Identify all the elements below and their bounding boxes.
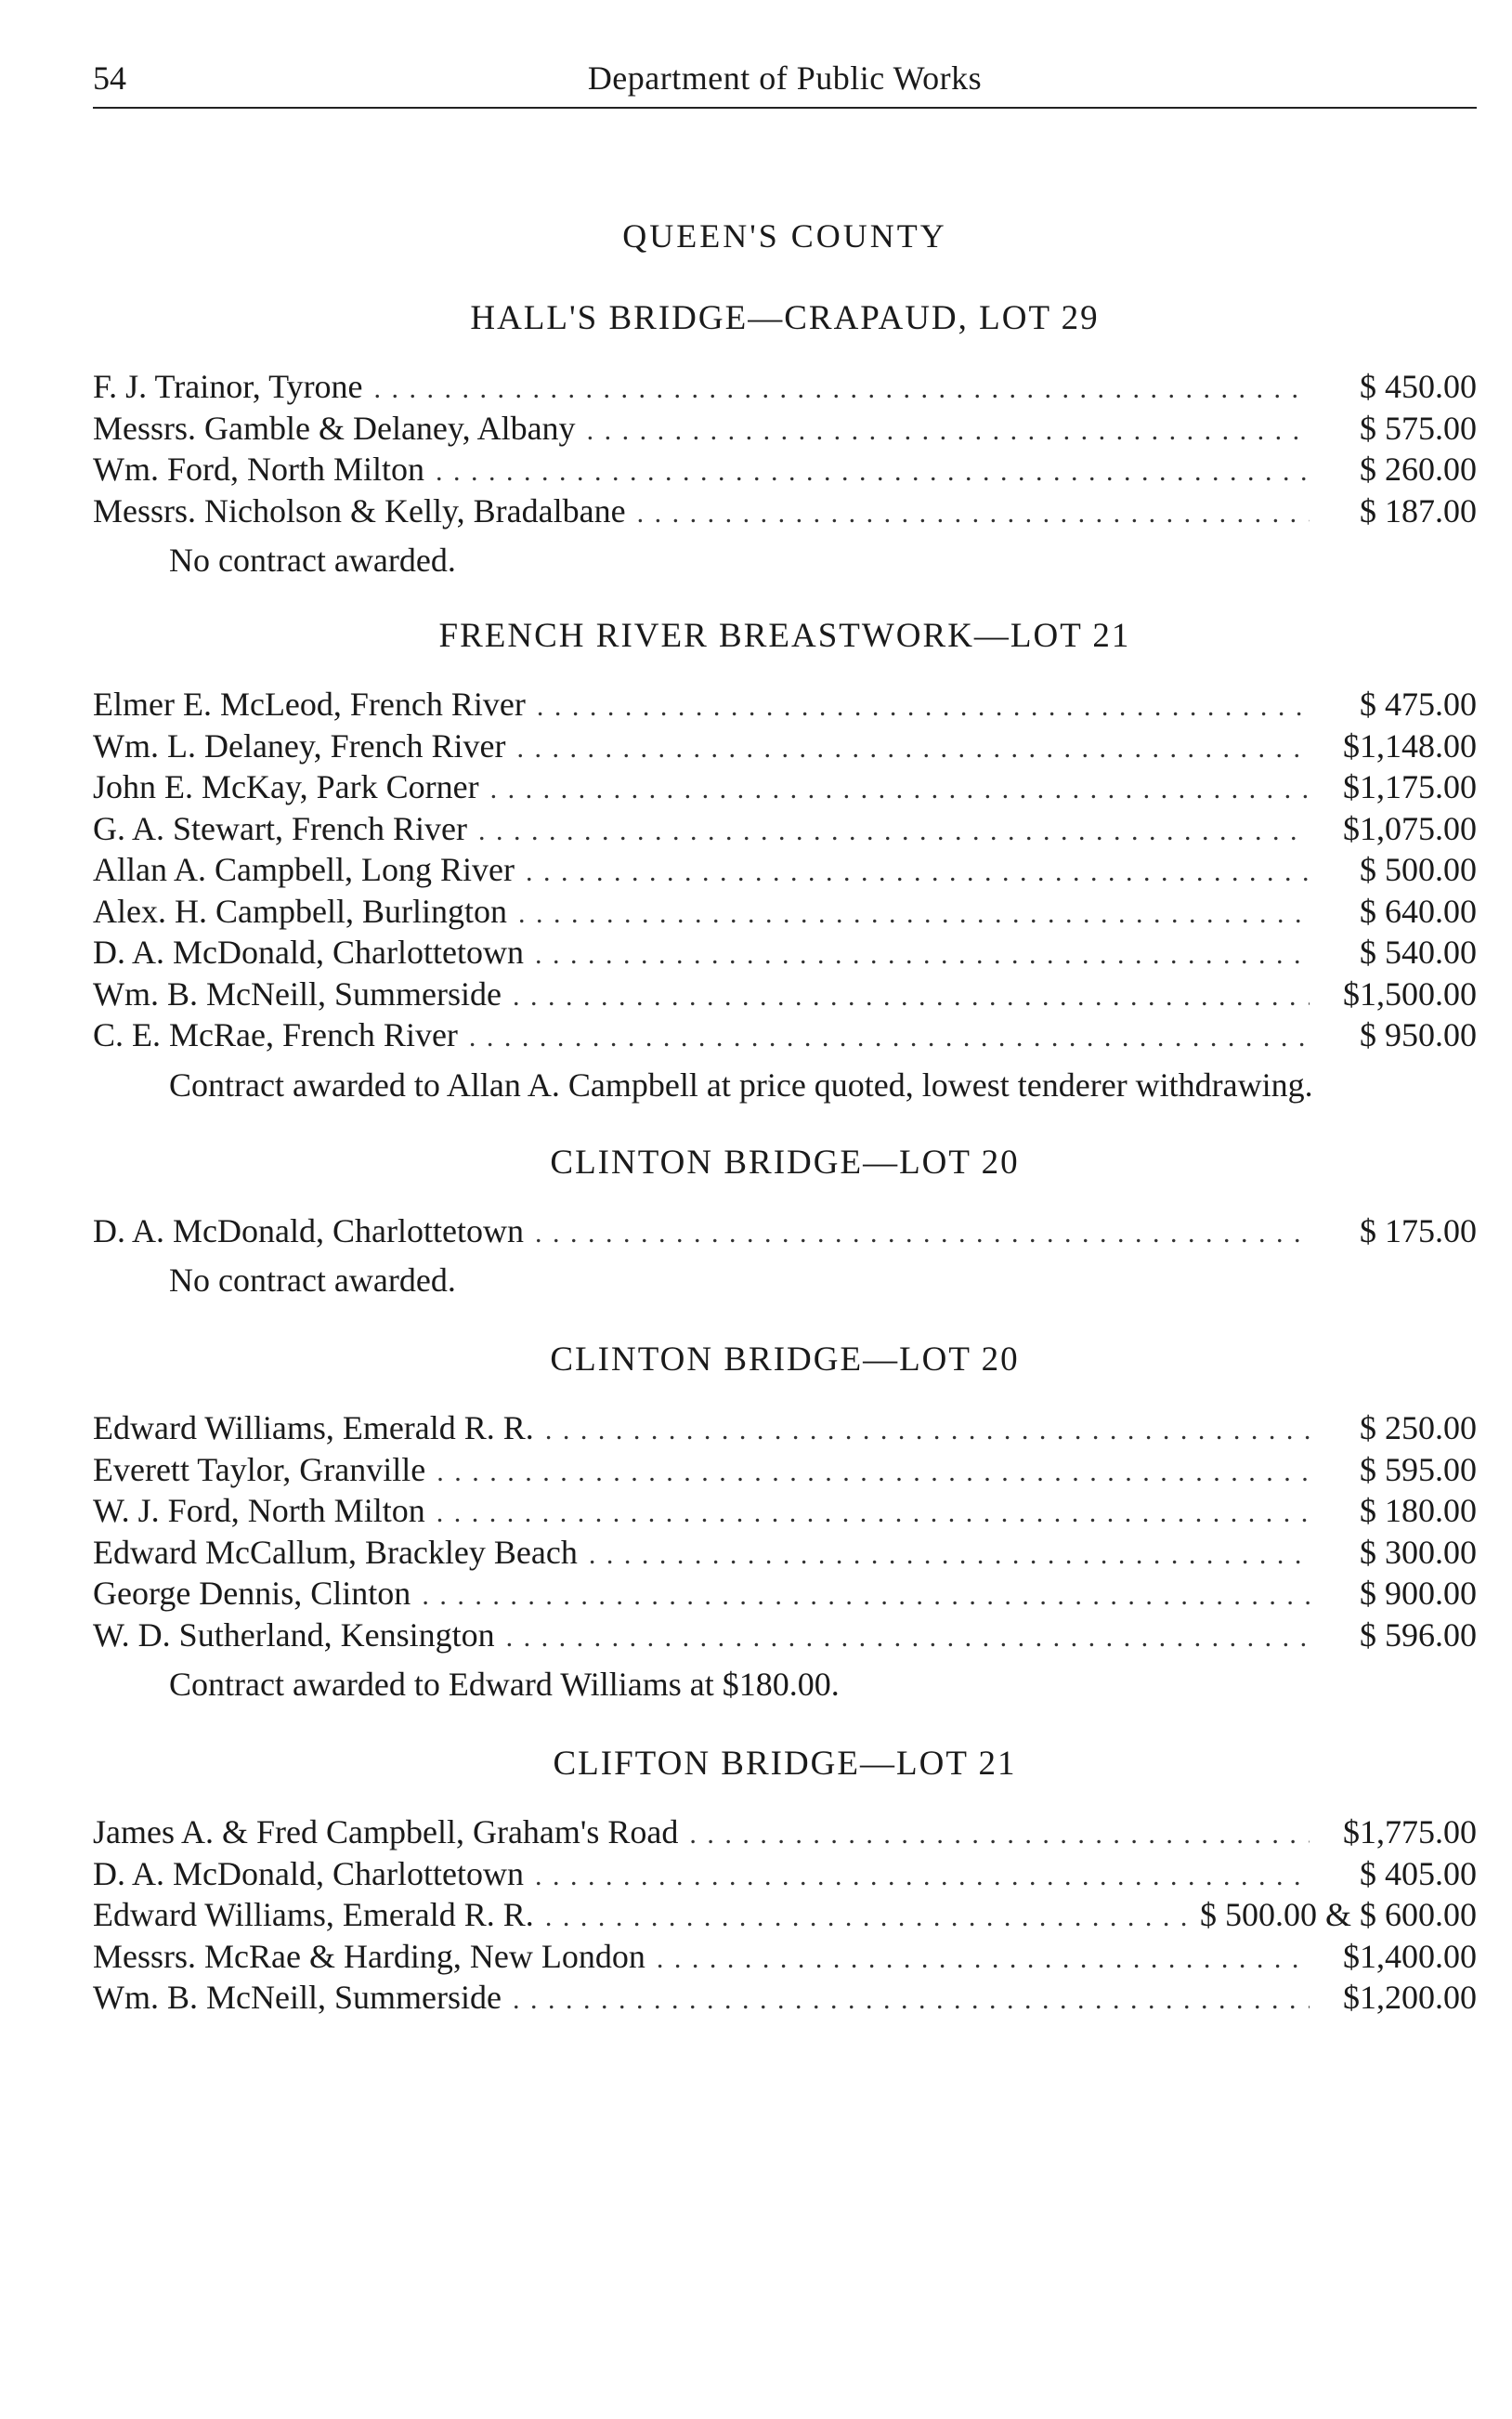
tender-amount: $ 250.00: [1360, 1409, 1477, 1446]
tenderer-name: D. A. McDonald, Charlottetown: [93, 1211, 524, 1249]
tender-section: [93, 297, 1477, 582]
tenderer-name: George Dennis, Clinton: [93, 1575, 411, 1612]
dot-leader: [637, 493, 1310, 535]
dot-leader: [506, 1617, 1310, 1659]
tender-amount: $1,500.00: [1343, 974, 1477, 1013]
award-note: No contract awarded.: [169, 542, 456, 579]
tenderer-name: Wm. B. McNeill, Summerside: [93, 974, 502, 1013]
tenderer-name: Edward McCallum, Brackley Beach: [93, 1533, 578, 1571]
tender-amount: $1,175.00: [1343, 768, 1477, 805]
tender-section: [93, 615, 1477, 1106]
tenderer-name: James A. & Fred Campbell, Graham's Road: [93, 1813, 679, 1850]
award-note: Contract awarded to Allan A. Campbell at price quoted, lowest tenderer withdrawing.: [169, 1066, 1313, 1104]
tender-row: [93, 891, 1477, 933]
tenderer-name: Messrs. Gamble & Delaney, Albany: [93, 409, 576, 447]
dot-leader: [374, 369, 1310, 411]
tenderer-name: Wm. B. McNeill, Summerside: [93, 1979, 502, 2016]
dot-leader: [478, 811, 1310, 853]
tender-sections: [93, 297, 1477, 2019]
tender-row: [93, 808, 1477, 850]
tender-row: [93, 684, 1477, 726]
dot-leader: [513, 976, 1310, 1018]
dot-leader: [689, 1814, 1310, 1856]
tender-amount: $ 950.00: [1360, 1016, 1477, 1053]
tender-row: [93, 408, 1477, 450]
tender-row: [93, 449, 1477, 490]
tenderer-name: Edward Williams, Emerald R. R.: [93, 1896, 534, 1933]
section-title: CLINTON BRIDGE—LOT 20: [550, 1143, 1020, 1182]
dot-leader: [513, 1980, 1310, 2021]
dot-leader: [517, 728, 1310, 770]
tender-list: [93, 1407, 1477, 1655]
tender-row: [93, 849, 1477, 891]
tender-amount: $1,075.00: [1343, 809, 1477, 847]
dot-leader: [526, 852, 1310, 894]
tender-amount: $ 575.00: [1360, 409, 1477, 447]
tender-row: [93, 1449, 1477, 1491]
tender-row: [93, 1014, 1477, 1056]
tenderer-name: F. J. Trainor, Tyrone: [93, 368, 363, 405]
tender-row: [93, 1811, 1477, 1853]
tender-amount: $ 500.00 & $ 600.00: [1199, 1896, 1477, 1933]
tender-amount: $1,200.00: [1343, 1979, 1477, 2016]
tender-row: [93, 1894, 1477, 1936]
tender-amount: $ 475.00: [1360, 686, 1477, 723]
tenderer-name: John E. McKay, Park Corner: [93, 768, 479, 805]
tender-section: [93, 1743, 1477, 2019]
tender-row: [93, 1936, 1477, 1978]
tender-amount: $ 260.00: [1360, 451, 1477, 488]
tender-section: [93, 1339, 1477, 1706]
tender-row: [93, 1977, 1477, 2019]
page-number: 54: [93, 59, 126, 97]
tender-row: [93, 366, 1477, 408]
tender-row: [93, 1853, 1477, 1895]
dot-leader: [437, 1452, 1310, 1494]
section-title: HALL'S BRIDGE—CRAPAUD, LOT 29: [470, 299, 1100, 337]
tender-row: [93, 932, 1477, 974]
tender-row: [93, 1532, 1477, 1574]
section-title: CLINTON BRIDGE—LOT 20: [550, 1340, 1020, 1379]
dot-leader: [589, 1535, 1310, 1576]
tender-row: [93, 766, 1477, 808]
dot-leader: [518, 894, 1310, 935]
tender-section: [93, 1142, 1477, 1302]
tenderer-name: Elmer E. McLeod, French River: [93, 686, 526, 723]
tender-amount: $1,775.00: [1343, 1813, 1477, 1850]
tender-amount: $ 180.00: [1360, 1492, 1477, 1529]
tenderer-name: Everett Taylor, Granville: [93, 1450, 426, 1488]
tenderer-name: Messrs. Nicholson & Kelly, Bradalbane: [93, 491, 626, 530]
tender-list: [93, 1811, 1477, 2019]
running-head: Department of Public Works: [587, 59, 983, 97]
tender-row: [93, 1210, 1477, 1252]
award-note: Contract awarded to Edward Williams at $180.00.: [169, 1666, 840, 1703]
tender-amount: $ 640.00: [1360, 892, 1477, 930]
tender-row: [93, 1490, 1477, 1532]
tender-row: [93, 1407, 1477, 1449]
dot-leader: [537, 686, 1310, 728]
dot-leader: [545, 1410, 1310, 1452]
tenderer-name: G. A. Stewart, French River: [93, 809, 467, 847]
tender-amount: $ 187.00: [1360, 491, 1477, 530]
tenderer-name: Messrs. McRae & Harding, New London: [93, 1937, 645, 1975]
county-heading: QUEEN'S COUNTY: [622, 217, 947, 255]
dot-leader: [436, 451, 1310, 493]
tender-row: [93, 490, 1477, 532]
tenderer-name: Allan A. Campbell, Long River: [93, 851, 515, 888]
dot-leader: [587, 411, 1310, 452]
award-note: No contract awarded.: [169, 1262, 456, 1299]
tenderer-name: W. D. Sutherland, Kensington: [93, 1615, 495, 1654]
page-header: [93, 51, 1477, 109]
dot-leader: [469, 1017, 1310, 1059]
tenderer-name: Alex. H. Campbell, Burlington: [93, 892, 507, 930]
dot-leader: [545, 1897, 1191, 1939]
tender-list: [93, 1210, 1477, 1252]
tender-amount: $1,148.00: [1343, 726, 1477, 765]
dot-leader: [437, 1493, 1310, 1535]
document-page: [93, 51, 1477, 2019]
tender-list: [93, 684, 1477, 1056]
tenderer-name: Wm. Ford, North Milton: [93, 451, 424, 488]
tenderer-name: D. A. McDonald, Charlottetown: [93, 1854, 524, 1892]
tender-row: [93, 726, 1477, 767]
dot-leader: [490, 769, 1310, 811]
tenderer-name: D. A. McDonald, Charlottetown: [93, 934, 524, 971]
tender-amount: $ 175.00: [1360, 1211, 1477, 1249]
dot-leader: [422, 1576, 1310, 1617]
tender-amount: $ 300.00: [1360, 1533, 1477, 1571]
tenderer-name: C. E. McRae, French River: [93, 1016, 458, 1053]
tenderer-name: W. J. Ford, North Milton: [93, 1492, 425, 1529]
tender-row: [93, 1573, 1477, 1615]
tender-list: [93, 366, 1477, 531]
dot-leader: [535, 935, 1310, 976]
tender-amount: $ 540.00: [1360, 934, 1477, 971]
tenderer-name: Edward Williams, Emerald R. R.: [93, 1409, 534, 1446]
tender-amount: $ 405.00: [1360, 1854, 1477, 1892]
tender-amount: $ 500.00: [1360, 851, 1477, 888]
tender-amount: $ 596.00: [1360, 1615, 1477, 1654]
tender-amount: $1,400.00: [1343, 1937, 1477, 1975]
section-title: FRENCH RIVER BREASTWORK—LOT 21: [438, 617, 1131, 655]
tender-amount: $ 450.00: [1360, 368, 1477, 405]
dot-leader: [535, 1856, 1310, 1898]
section-title: CLIFTON BRIDGE—LOT 21: [553, 1745, 1017, 1783]
tender-amount: $ 900.00: [1360, 1575, 1477, 1612]
dot-leader: [535, 1213, 1310, 1255]
tender-amount: $ 595.00: [1360, 1450, 1477, 1488]
tender-row: [93, 1615, 1477, 1656]
tender-row: [93, 974, 1477, 1015]
dot-leader: [657, 1939, 1310, 1981]
tenderer-name: Wm. L. Delaney, French River: [93, 726, 506, 765]
